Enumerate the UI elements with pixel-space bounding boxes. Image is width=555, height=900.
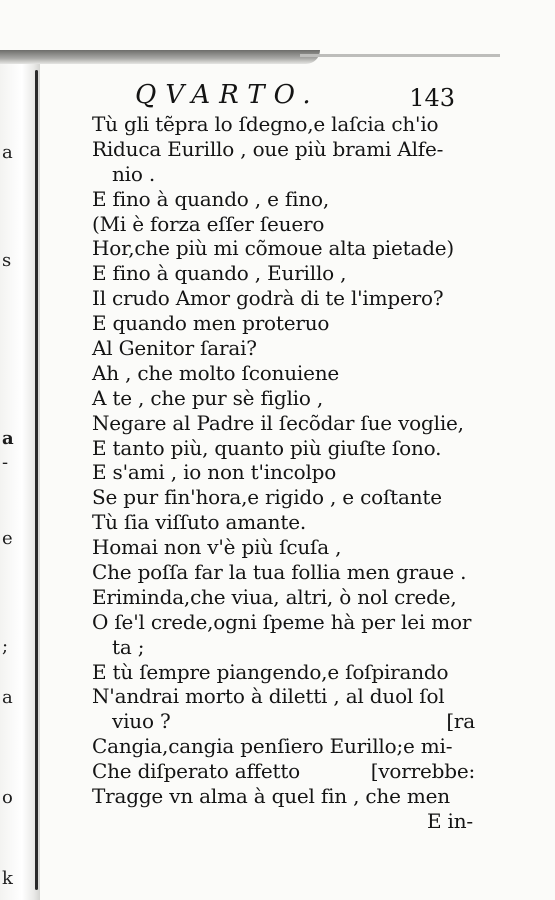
binding-gutter bbox=[0, 55, 40, 900]
verse-line: Che poſſa far la tua follia men graue . bbox=[92, 560, 467, 585]
verse-text-block bbox=[92, 112, 487, 834]
verse-line: nio . bbox=[112, 161, 156, 186]
verse-line: Cangia,cangia penſiero Eurillo;e mi- bbox=[92, 734, 453, 759]
catchword: E in- bbox=[427, 808, 473, 833]
margin-bleed-letter: o bbox=[2, 787, 13, 808]
verse-line: Ah , che molto ſconuiene bbox=[92, 360, 340, 385]
verse-line: E quando men proteruo bbox=[92, 311, 330, 336]
margin-bleed-letter: a bbox=[2, 687, 13, 708]
verse-line: N'andrai morto à diletti , al duol ſol bbox=[92, 684, 445, 709]
verse-line: Il crudo Amor godrà di te l'impero? bbox=[92, 286, 444, 311]
verse-line: E fino à quando , e fino, bbox=[92, 186, 329, 211]
verse-line: Riduca Eurillo , oue più brami Alfe- bbox=[92, 136, 444, 161]
top-edge-line bbox=[300, 54, 500, 57]
margin-bleed-letter: s bbox=[2, 250, 12, 271]
verse-line: Tù gli tẽpra lo ſdegno,e laſcia ch'io bbox=[92, 112, 439, 136]
verse-line: E tanto più, quanto più giuſte ſono. bbox=[92, 435, 442, 460]
verse-line: ta ; bbox=[112, 634, 145, 659]
verse-line-segment: viuo ? bbox=[112, 709, 171, 734]
verse-line: Tragge vn alma à quel fin , che men bbox=[92, 784, 450, 809]
top-page-edge bbox=[0, 50, 320, 64]
verse-line: Eriminda,che viua, altri, ò nol crede, bbox=[92, 584, 457, 609]
verse-line: E fino à quando , Eurillo , bbox=[92, 261, 347, 286]
verse-line bbox=[92, 759, 487, 784]
verse-line-carryover: [ra bbox=[446, 709, 475, 734]
margin-bleed-letter: k bbox=[2, 868, 13, 889]
gutter-shadow-line bbox=[35, 70, 38, 890]
verse-line: O ſe'l crede,ogni ſpeme hà per lei mor bbox=[92, 609, 472, 634]
verse-line: Homai non v'è più ſcuſa , bbox=[92, 535, 342, 560]
margin-bleed-letter: e bbox=[2, 528, 13, 549]
page-header bbox=[135, 80, 455, 116]
verse-line: A te , che pur sè figlio , bbox=[92, 385, 324, 410]
margin-bleed-letter: ; bbox=[2, 636, 9, 657]
verse-line: (Mi è forza eſſer ſeuero bbox=[92, 211, 325, 236]
margin-bleed-letter: a bbox=[2, 428, 14, 449]
verse-line bbox=[92, 709, 487, 734]
verse-line-carryover: [vorrebbe: bbox=[370, 759, 475, 784]
verse-line: Se pur fin'hora,e rigido , e coſtante bbox=[92, 485, 442, 510]
page-number: 143 bbox=[409, 84, 455, 112]
verse-line: Negare al Padre il ſecõdar ſue voglie, bbox=[92, 410, 464, 435]
verse-line: Hor,che più mi cõmoue alta pietade) bbox=[92, 236, 455, 261]
verse-line: E tù ſempre piangendo,e ſoſpirando bbox=[92, 659, 449, 684]
verse-line: Tù ſia viſſuto amante. bbox=[92, 510, 306, 535]
margin-bleed-letter: a bbox=[2, 142, 13, 163]
verse-line: E s'ami , io non t'incolpo bbox=[92, 460, 337, 485]
verse-line: Al Genitor ſarai? bbox=[92, 336, 257, 361]
running-head: QVARTO. bbox=[135, 80, 320, 110]
verse-line-segment: Che diſperato affetto bbox=[92, 759, 301, 784]
margin-bleed-letter: - bbox=[2, 452, 9, 473]
